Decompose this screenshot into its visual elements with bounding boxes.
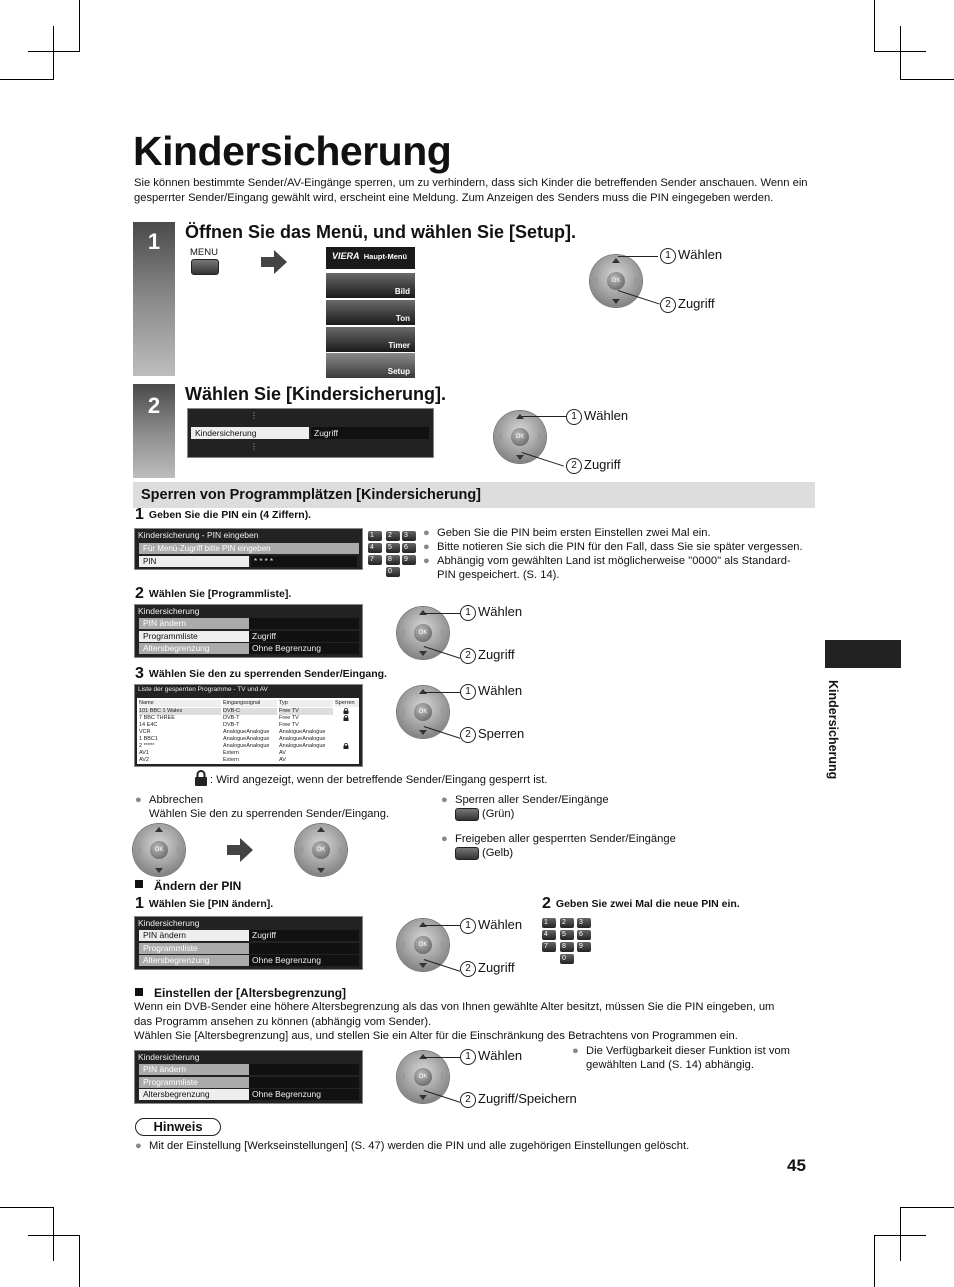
list-cell: AnalogueAnalogue <box>223 736 270 742</box>
callout-line <box>424 925 460 926</box>
step-1-title: Öffnen Sie das Menü, und wählen Sie [Setup]. <box>185 222 577 242</box>
osd-title: Kindersicherung <box>138 918 200 928</box>
osd-row-value: Zugriff <box>249 930 359 941</box>
cancel-text: Wählen Sie den zu sperrenden Sender/Eingang. <box>149 808 390 820</box>
lock-icon <box>194 770 208 786</box>
right-arrow-icon <box>227 838 253 862</box>
callout-access: 2 Zugriff <box>660 296 715 313</box>
menu-key[interactable] <box>191 259 219 280</box>
list-cell: AV <box>279 757 286 763</box>
crop-mark <box>53 1207 54 1261</box>
yellow-label: (Gelb) <box>482 847 514 859</box>
list-cell: Extern <box>223 757 239 763</box>
menu-item-bild[interactable] <box>326 273 415 298</box>
menu-item-ton[interactable] <box>326 300 415 325</box>
callout-access-store: 2 Zugriff/Speichern <box>460 1091 577 1108</box>
number-key[interactable]: 8 <box>560 942 574 952</box>
step-1-bar <box>133 222 175 376</box>
change-pin-title: Ändern der PIN <box>154 879 242 893</box>
callout-line <box>522 416 566 417</box>
navigation-pad[interactable] <box>494 411 546 463</box>
hinweis-label: Hinweis <box>135 1118 221 1136</box>
square-bullet <box>135 880 143 888</box>
callout-select: 1 Wählen <box>660 247 722 264</box>
age-text-2: Wählen Sie [Altersbegrenzung] aus, und stellen Sie ein Alter für die Einschränkung des Betrachtens von Programmen ein. <box>134 1030 738 1042</box>
osd-row-altersbegrenzung[interactable]: Altersbegrenzung <box>139 955 249 966</box>
list-header: Sperren <box>335 700 359 707</box>
list-header: Typ <box>279 700 333 707</box>
age-limit-osd <box>134 1050 363 1104</box>
callout-access: 2 Zugriff <box>460 647 515 664</box>
ok-button[interactable]: OK <box>414 703 432 721</box>
green-key[interactable] <box>455 808 479 826</box>
list-header: Eingangssignal <box>223 700 277 707</box>
page-number: 45 <box>787 1156 806 1175</box>
list-cell: DVB-C <box>223 708 277 715</box>
osd-row-value: Zugriff <box>249 631 359 642</box>
step-number: 1 <box>147 229 161 254</box>
osd-row-pin-aendern[interactable]: PIN ändern <box>139 618 249 629</box>
osd-title: Kindersicherung <box>138 1052 200 1062</box>
age-text-1: Wenn ein DVB-Sender eine höhere Altersbegrenzung als das von Ihnen gewählte Alter besitzt, müssen Sie die PIN eingeben, um das Programm ansehen zu können (abhängig vom Sender). <box>134 1001 775 1028</box>
osd-row-programmliste[interactable]: Programmliste <box>139 1077 249 1088</box>
osd-row-programmliste[interactable]: Programmliste <box>139 943 249 954</box>
list-cell: 2 ***** <box>139 743 155 749</box>
list-cell: AV1 <box>139 750 149 756</box>
pin-label: PIN <box>139 556 249 567</box>
step-2-title: Wählen Sie [Kindersicherung]. <box>185 384 447 404</box>
navigation-pad[interactable] <box>397 919 449 971</box>
list-cell: AnalogueAnalogue <box>279 729 326 735</box>
number-key[interactable]: 9 <box>402 555 416 565</box>
crop-mark <box>79 1235 80 1287</box>
crop-mark <box>900 1207 954 1208</box>
page-title: Kindersicherung <box>133 128 452 174</box>
list-cell: DVB-T <box>223 715 240 721</box>
substep-1: 1 Geben Sie die PIN ein (4 Ziffern). <box>135 506 312 523</box>
ok-button[interactable]: OK <box>150 841 168 859</box>
number-key[interactable]: 3 <box>577 918 591 928</box>
menu-item-label: Bild <box>394 287 410 296</box>
circled-number: 1 <box>660 248 676 264</box>
callout-lock: 2 Sperren <box>460 726 524 743</box>
setup-menu-osd <box>187 408 434 458</box>
lock-all-text: ● Sperren aller Sender/Eingänge <box>441 794 609 806</box>
list-cell: AnalogueAnalogue <box>279 743 326 749</box>
osd-row-value <box>249 943 359 954</box>
side-label: Kindersicherung <box>826 680 840 780</box>
navigation-pad[interactable] <box>397 686 449 738</box>
callout-line <box>424 613 460 614</box>
callout-select: 1 Wählen <box>566 408 628 425</box>
circled-number: 1 <box>566 409 582 425</box>
ok-button[interactable]: OK <box>414 1068 432 1086</box>
osd-row-altersbegrenzung[interactable]: Altersbegrenzung <box>139 1089 249 1100</box>
list-cell: 101 BBC 1 Wales <box>139 708 221 715</box>
number-key[interactable]: 0 <box>386 567 400 577</box>
crop-mark <box>28 51 80 52</box>
number-key[interactable]: 3 <box>402 531 416 541</box>
list-cell: AnalogueAnalogue <box>223 729 270 735</box>
age-bullet: ● Die Verfügbarkeit dieser Funktion ist vom gewählten Land (S. 14) abhängig. <box>572 1045 790 1071</box>
circled-number: 2 <box>566 458 582 474</box>
ok-button[interactable]: OK <box>414 936 432 954</box>
callout-select: 1 Wählen <box>460 604 522 621</box>
number-key[interactable]: 6 <box>577 930 591 940</box>
lock-icon <box>343 715 349 721</box>
crop-mark <box>874 0 875 52</box>
menu-item-label: Timer <box>388 341 410 350</box>
section-title: Sperren von Programmplätzen [Kindersicherung] <box>133 482 815 508</box>
number-key[interactable]: 4 <box>542 930 556 940</box>
osd-hint: Für Menü-Zugriff bitte PIN eingeben <box>139 543 359 554</box>
navigation-pad[interactable] <box>590 255 642 307</box>
bullet-item: ● Geben Sie die PIN beim ersten Einstellen zwei Mal ein. <box>423 527 711 539</box>
menu-item-label: Setup <box>387 367 410 376</box>
crop-mark <box>53 26 54 80</box>
list-header: Name <box>139 700 221 707</box>
osd-title: Kindersicherung <box>138 606 200 616</box>
substep-3: 3 Wählen Sie den zu sperrenden Sender/Eingang. <box>135 665 387 682</box>
crop-mark <box>79 0 80 52</box>
osd-row-value <box>249 1077 359 1088</box>
osd-row-value: Ohne Begrenzung <box>249 643 359 654</box>
list-cell: AV <box>279 750 286 756</box>
list-cell: VCR <box>139 729 151 735</box>
list-cell: Free TV <box>279 715 299 721</box>
callout-access: 2 Zugriff <box>566 457 621 474</box>
more-items-dots: ⋮ <box>250 442 258 451</box>
square-bullet <box>135 988 143 996</box>
number-key[interactable]: 8 <box>386 555 400 565</box>
lock-list-osd <box>134 684 363 767</box>
bullet-item: ● Bitte notieren Sie sich die PIN für den Fall, dass Sie sie später vergessen. <box>423 541 803 553</box>
list-cell: Free TV <box>279 722 299 728</box>
hinweis-text: ● Mit der Einstellung [Werkseinstellungen] (S. 47) werden die PIN und alle zugehörigen Einstellungen gelöscht. <box>135 1140 690 1152</box>
lock-icon <box>343 708 349 714</box>
number-key[interactable]: 5 <box>560 930 574 940</box>
ok-button[interactable]: OK <box>511 428 529 446</box>
list-cell: DVB-T <box>223 722 240 728</box>
callout-select: 1 Wählen <box>460 917 522 934</box>
crop-mark <box>0 79 54 80</box>
list-cell: 1 BBC1 <box>139 736 158 742</box>
number-key[interactable]: 5 <box>386 543 400 553</box>
number-key[interactable]: 9 <box>577 942 591 952</box>
age-title: Einstellen der [Altersbegrenzung] <box>154 986 347 1000</box>
number-key[interactable]: 7 <box>368 555 382 565</box>
number-key[interactable]: 2 <box>386 531 400 541</box>
crop-mark <box>900 26 901 80</box>
list-cell: AnalogueAnalogue <box>223 743 270 749</box>
right-arrow-icon <box>261 250 287 274</box>
list-cell: Free TV <box>279 708 333 715</box>
osd-row-value <box>249 1064 359 1075</box>
osd-row-value: Zugriff <box>311 427 429 439</box>
callout-select: 1 Wählen <box>460 1048 522 1065</box>
yellow-key[interactable] <box>455 847 479 865</box>
viera-logo: VIERA <box>332 251 360 261</box>
cancel-title: ● Abbrechen <box>135 794 204 806</box>
navigation-pad[interactable] <box>295 824 347 876</box>
ok-button[interactable]: OK <box>607 272 625 290</box>
number-key[interactable]: 1 <box>368 531 382 541</box>
osd-row-pin-aendern[interactable]: PIN ändern <box>139 930 249 941</box>
step-number: 2 <box>147 393 161 418</box>
lock-icon <box>343 743 349 749</box>
callout-line <box>618 256 658 257</box>
ok-button[interactable]: OK <box>414 624 432 642</box>
change-pin-osd <box>134 916 363 970</box>
substep-2: 2 Wählen Sie [Programmliste]. <box>135 585 292 602</box>
osd-row-pin-aendern[interactable]: PIN ändern <box>139 1064 249 1075</box>
list-cell: Extern <box>223 750 239 756</box>
main-menu-header <box>326 247 415 269</box>
callout-line <box>424 692 460 693</box>
number-key[interactable]: 2 <box>560 918 574 928</box>
list-cell: 14 E4C <box>139 722 158 728</box>
number-key[interactable]: 4 <box>368 543 382 553</box>
osd-row-kindersicherung[interactable]: Kindersicherung <box>191 427 309 439</box>
crop-mark <box>900 79 954 80</box>
number-key[interactable]: 0 <box>560 954 574 964</box>
step-2-bar <box>133 384 175 478</box>
navigation-pad[interactable] <box>133 824 185 876</box>
osd-title: Kindersicherung - PIN eingeben <box>138 530 259 540</box>
more-items-dots: ⋮ <box>250 411 258 420</box>
circled-number: 2 <box>660 297 676 313</box>
callout-line <box>424 1057 460 1058</box>
crop-mark <box>0 1207 54 1208</box>
osd-title: Liste der gesperrten Programme - TV und AV <box>138 686 268 693</box>
list-cell: AV2 <box>139 757 149 763</box>
crop-mark <box>28 1235 80 1236</box>
menu-item-label: Ton <box>395 314 410 323</box>
menu-key-label: MENU <box>190 247 218 258</box>
menu-item-setup[interactable] <box>326 353 415 378</box>
callout-select: 1 Wählen <box>460 683 522 700</box>
number-key[interactable]: 6 <box>402 543 416 553</box>
cp-substep-2: 2 Geben Sie zwei Mal die neue PIN ein. <box>542 895 740 912</box>
menu-key-icon <box>191 259 219 275</box>
ok-button[interactable]: OK <box>312 841 330 859</box>
crop-mark <box>900 1207 901 1261</box>
main-menu-label: Haupt-Menü <box>363 252 408 261</box>
osd-row-programmliste[interactable]: Programmliste <box>139 631 249 642</box>
green-label: (Grün) <box>482 808 515 820</box>
pin-entry-osd <box>134 528 363 570</box>
cp-substep-1: 1 Wählen Sie [PIN ändern]. <box>135 895 274 912</box>
callout-access: 2 Zugriff <box>460 960 515 977</box>
osd-row-value: Ohne Begrenzung <box>249 955 359 966</box>
list-cell: AnalogueAnalogue <box>279 736 326 742</box>
kindersicherung-osd <box>134 604 363 658</box>
unlock-all-text: ● Freigeben aller gesperrten Sender/Eingänge <box>441 833 676 845</box>
chapter-tab <box>825 640 901 668</box>
menu-item-timer[interactable] <box>326 327 415 352</box>
osd-row-value <box>249 618 359 629</box>
list-cell: 7 BBC THREE <box>139 715 175 721</box>
bullet-item: ● Abhängig vom gewählten Land ist möglicherweise "0000" als Standard-PIN gespeichert. (S. 14). <box>423 555 791 581</box>
osd-row-altersbegrenzung[interactable]: Altersbegrenzung <box>139 643 249 654</box>
number-key[interactable]: 1 <box>542 918 556 928</box>
number-key[interactable]: 7 <box>542 942 556 952</box>
crop-mark <box>874 1235 875 1287</box>
lock-note: : Wird angezeigt, wenn der betreffende Sender/Eingang gesperrt ist. <box>210 774 548 786</box>
intro-text: Sie können bestimmte Sender/AV-Eingänge sperren, um zu verhindern, dass sich Kinder die betreffenden Sender anschauen. Wenn ein gesperrter Sender/Eingang gewählt wird, erscheint eine Meldung. Zum Anzeigen des Senders muss die PIN eingegeben werden. <box>134 177 808 204</box>
pin-input[interactable]: * * * * <box>251 556 357 567</box>
osd-row-value: Ohne Begrenzung <box>249 1089 359 1100</box>
